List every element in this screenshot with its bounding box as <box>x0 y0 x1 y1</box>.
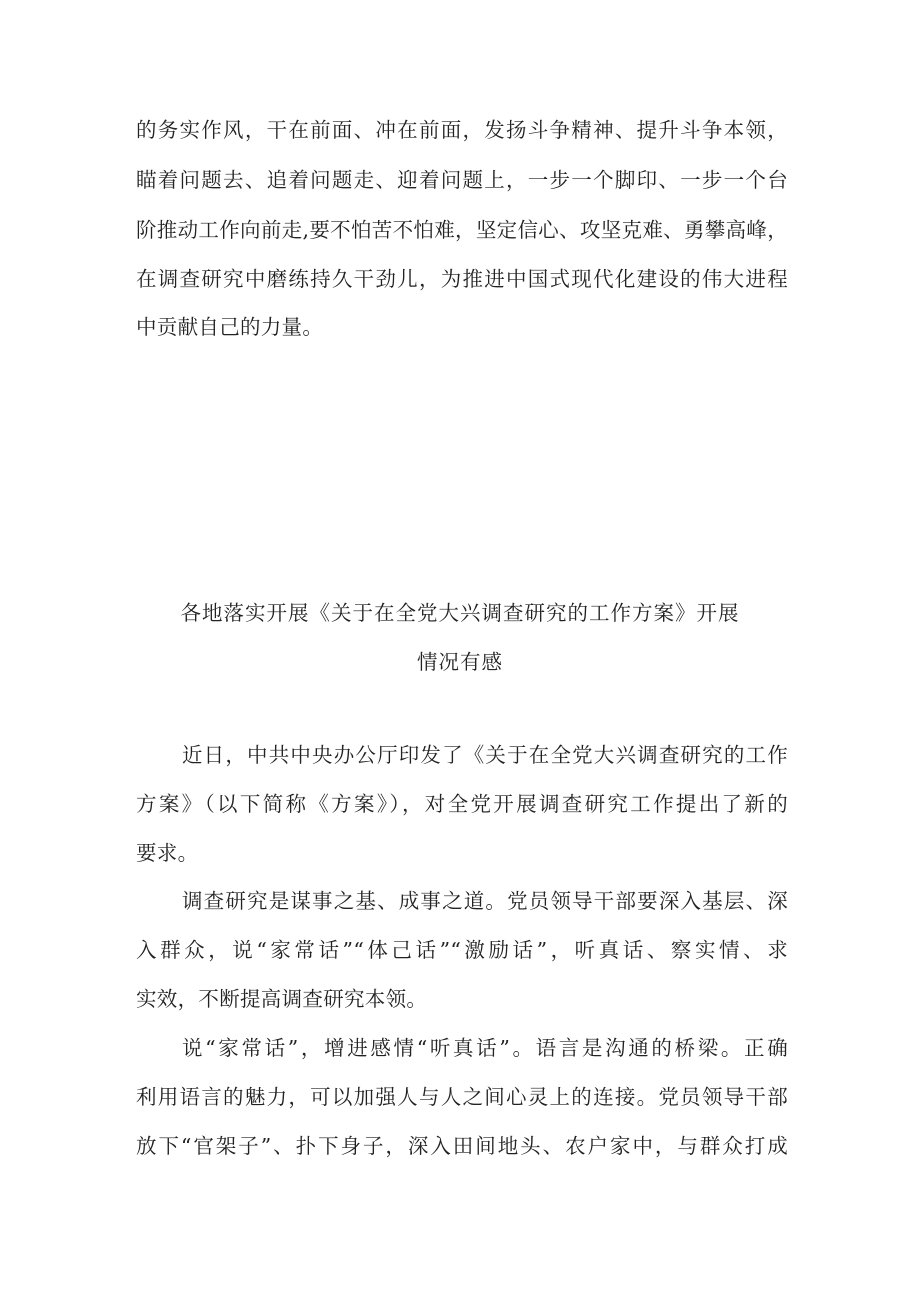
text-line: 调查研究是谋事之基、成事之道。党员领导干部要深入基层、深 <box>182 889 788 913</box>
text-line: 瞄着问题去、追着问题走、迎着问题上，一步一个脚印、一步一个台 <box>136 168 788 192</box>
text-line: 中贡献自己的力量。 <box>136 315 324 339</box>
text-line: 放下“官架子”、扑下身子，深入田间地头、农户家中，与群众打成 <box>136 1134 788 1158</box>
text-line: 要求。 <box>136 841 199 865</box>
text-line: 实效，不断提高调查研究本领。 <box>136 987 428 1011</box>
article-title-line-1: 各地落实开展《关于在全党大兴调查研究的工作方案》开展 <box>180 601 740 625</box>
text-line: 利用语言的魅力，可以加强人与人之间心灵上的连接。党员领导干部 <box>136 1085 788 1109</box>
text-line: 的务实作风，干在前面、冲在前面，发扬斗争精神、提升斗争本领， <box>136 118 788 142</box>
text-line: 说“家常话”，增进感情“听真话”。语言是沟通的桥梁。正确 <box>182 1036 788 1060</box>
text-line: 方案》（以下简称《方案》），对全党开展调查研究工作提出了新的 <box>136 792 788 816</box>
article-title-line-2: 情况有感 <box>417 650 503 674</box>
text-line: 近日，中共中央办公厅印发了《关于在全党大兴调查研究的工作 <box>182 743 788 767</box>
text-line: 阶推动工作向前走,要不怕苦不怕难，坚定信心、攻坚克难、勇攀高峰， <box>136 218 788 242</box>
text-line: 入群众，说“家常话”“体己话”“激励话”，听真话、察实情、求 <box>136 938 788 962</box>
text-line: 在调查研究中磨练持久干劲儿，为推进中国式现代化建设的伟大进程 <box>136 267 788 291</box>
